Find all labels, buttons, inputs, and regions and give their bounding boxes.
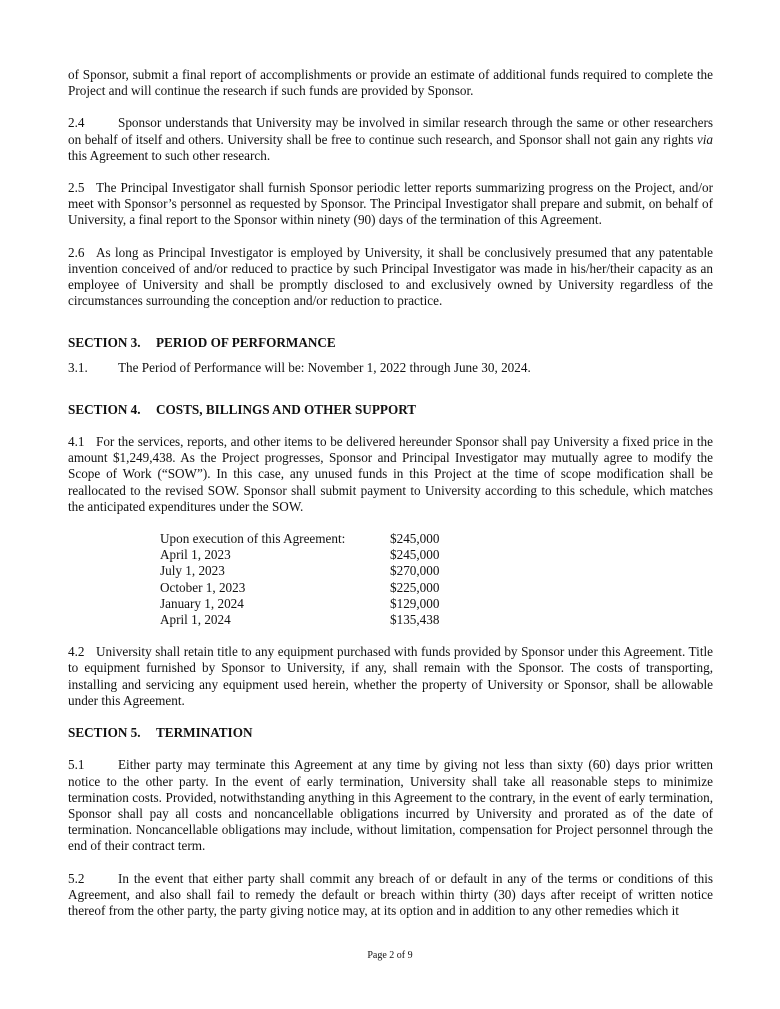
section-4-heading: SECTION 4. COSTS, BILLINGS AND OTHER SUPPORT: [68, 401, 417, 417]
continued-paragraph: of Sponsor, submit a final report of accomplishments or provide an estimate of additional funds required to complete the Project and will continue the research if such funds are provided by Sponsor.: [68, 67, 713, 99]
paragraph-2-4: 2.4 Sponsor understands that University may be involved in similar research through the same or other researchers on behalf of itself and others. University shall be free to continue such research, and Sponsor shall not gain any rights via this Agreement to such other research.: [68, 115, 713, 163]
section-3-heading: SECTION 3. PERIOD OF PERFORMANCE: [68, 335, 336, 351]
paragraph-4-1: 4.1 For the services, reports, and other items to be delivered hereunder Sponsor shall pay University a fixed price in the amount $1,249,438. As the Project progresses, Sponsor and Principal Investigator may mutually agree to modify the Scope of Work (“SOW”). In this case, any unused funds in this Project at the time of scope modification shall be reallocated to the revised SOW. Sponsor shall submit payment to University according to this schedule, which matches the anticipated expenditures under the SOW.: [68, 434, 713, 514]
paragraph-5-1: 5.1 Either party may terminate this Agreement at any time by giving not less than sixty (60) days prior written notice to the other party. In the event of early termination, University shall take all reasonable steps to minimize termination costs. Provided, notwithstanding anything in this Agreement to the contrary, in the event of early termination, Sponsor shall pay all costs and noncancellable obligations incurred by University and prorated as of the date of termination. Noncancellable obligations may include, without limitation, compensation for Project personnel through the end of their contract term.: [68, 757, 713, 854]
document-page: [68, 67, 713, 919]
schedule-row: April 1, 2023 $245,000: [160, 547, 440, 563]
italic-text: via: [696, 131, 713, 147]
paragraph-3-1: 3.1. The Period of Performance will be: November 1, 2022 through June 30, 2024.: [68, 359, 531, 375]
page-number: Page 2 of 9: [367, 950, 413, 961]
paragraph-5-2: 5.2 In the event that either party shall commit any breach of or default in any of the terms or conditions of this Agreement, and also shall fail to remedy the default or breach within thirty (30) days after receipt of written notice thereof from the other party, the party giving notice may, at its option and in addition to any other remedies which it: [68, 870, 713, 918]
paragraph-number: 4.2: [68, 644, 85, 660]
schedule-row: April 1, 2024 $135,438: [160, 612, 440, 628]
paragraph-number: 2.5: [68, 180, 85, 196]
schedule-row: January 1, 2024 $129,000: [160, 595, 440, 611]
paragraph-number: 5.1: [68, 757, 85, 773]
schedule-row: October 1, 2023 $225,000: [160, 579, 440, 595]
paragraph-number: 5.2: [68, 870, 85, 886]
paragraph-4-2: 4.2 University shall retain title to any equipment purchased with funds provided by Sponsor under this Agreement. Title to equipment furnished by Sponsor to University, if any, shall remain with the Sponsor. The costs of transporting, installing and servicing any equipment used herein, whether the property of University or Sponsor, shall be allowable under this Agreement.: [68, 644, 713, 708]
page-footer: [0, 950, 780, 961]
paragraph-number: 3.1.: [68, 359, 88, 375]
schedule-row: July 1, 2023 $270,000: [160, 563, 440, 579]
paragraph-number: 2.6: [68, 244, 85, 260]
paragraph-number: 4.1: [68, 434, 85, 450]
payment-schedule: [160, 531, 460, 628]
section-5-heading: SECTION 5. TERMINATION: [68, 725, 253, 741]
paragraph-2-5: 2.5 The Principal Investigator shall furnish Sponsor periodic letter reports summarizing progress on the Project, and/or meet with Sponsor’s personnel as requested by Sponsor. The Principal Investigator shall prepare and submit, on behalf of University, a final report to the Sponsor within ninety (90) days of the termination of this Agreement.: [68, 180, 713, 228]
schedule-row: Upon execution of this Agreement: $245,000: [160, 531, 440, 547]
paragraph-2-6: 2.6 As long as Principal Investigator is employed by University, it shall be conclusively presumed that any patentable invention conceived of and/or reduced to practice by such Principal Investigator was made in his/her/their capacity as an employee of University and shall be promptly disclosed to and exclusively owned by University regardless of the circumstances surrounding the conception and/or reduction to practice.: [68, 244, 713, 309]
paragraph-number: 2.4: [68, 115, 85, 131]
